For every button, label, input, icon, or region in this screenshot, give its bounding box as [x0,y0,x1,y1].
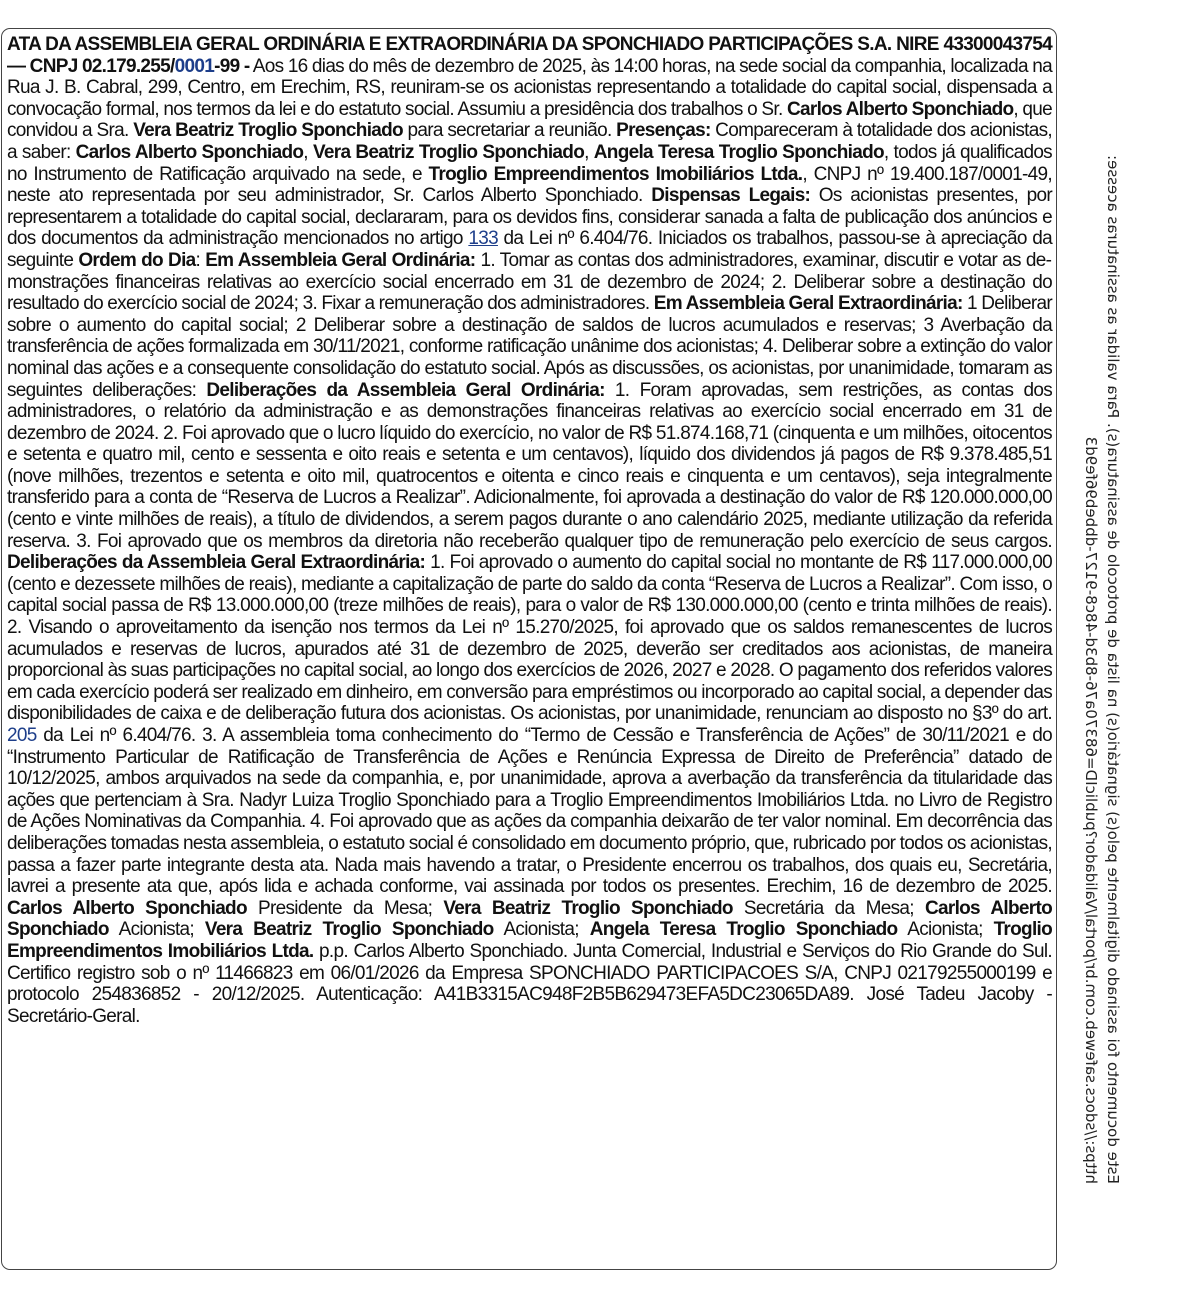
text-segment: da Lei nº 6.404/76. Iniciados os trabalhos, passou-se à apreciação da seguinte [7,228,1052,271]
text-segment: , que convidou a Sra. [7,98,1052,142]
text-segment: Acionista; [897,919,994,941]
notice-box [1,28,1057,1270]
article-205-link[interactable]: 205 [7,725,37,746]
name-shareholder: Angela Teresa Troglio Sponchiado [593,141,884,163]
text-segment: 1 Deliberar sobre o aumento do capital social; 2 Deliberar sobre a destinação de saldos de lucros acumulados e reservas; 3 Averbação da transferência de ações formalizada em 30/11/2021, conforme ratificação unânime dos acionistas; 4. Deliberar sobre a extinção do valor nominal das ações e a consequente consolidação do estatuto social. Após as discussões, os acionistas, por unanimidade, tomaram as seguintes deliberações: [7,293,1052,401]
validation-text: Este documento foi assinado digitalmente pelo(s) signatário(s) na lista de protocolo de assinatura(s). Para validar as assinaturas acesse: [1104,155,1122,1184]
section-heading: Deliberações da Assembleia Geral Ordinária: [206,379,605,401]
signature-name: Vera Beatriz Troglio Sponchiado [443,897,733,919]
signature-name: Carlos Alberto Sponchiado [7,897,1052,941]
section-heading: Em Assembleia Geral Extraordinária: [653,293,963,315]
text-segment: : [195,249,206,271]
text-segment: p.p. Carlos Alberto Sponchiado. Junta Comercial, Industrial e Serviços do Rio Grande do Sul. Certifico registro sob o nº 11466823 em 06/01/2026 da Empresa SPONCHIADO PARTICIPACOES S/A, CNPJ 02179255000199 e protocolo 254836852 - 20/12/2025. Autenticação: A41B3315AC948F2B5B629473EFA5DC23065DA89. José Tadeu Jacoby - Secretário-Geral. [7,940,1052,1027]
notice-title-end: -99 - [214,55,250,77]
text-segment: 1. Tomar as contas dos administradores, examinar, discutir e votar as demonstrações financeiras relativas ao exercício social encerrado em 31 de dezembro de 2024; 2. Deliberar sobre a destinação do resultado do exercício social de 2024; 3. Fixar a remuneração dos administradores. [7,249,1052,315]
signature-validation-note [1060,24,1124,1184]
signature-name: Vera Beatriz Troglio Sponchiado [204,919,494,941]
name-shareholder: Vera Beatriz Troglio Sponchiado [312,141,585,163]
text-segment: Aos 16 dias do mês de dezembro de 2025, às 14:00 horas, na sede social da companhia, localizada na Rua J. B. Cabral, 299, Centro, em Erechim, RS, reuniram-se os acionistas representando a totalidade do capital social, dispensada a convocação formal, nos termos da lei e do estatuto social. Assumiu a presidência dos trabalhos o Sr. [7,55,1052,120]
validation-url[interactable]: https://sdocs.safeweb.com.br/portal/Validador?publicID=68370a76-8b3d-48c8-9127-dbbeb96fe9d3 [1082,436,1100,1184]
text-segment: , [584,141,594,163]
name-company: Troglio Empreendimentos Imobiliários Ltda. [428,163,803,185]
signature-name: Carlos Alberto Sponchiado [7,897,247,919]
section-heading: Deliberações da Assembleia Geral Extraordinária: [7,552,426,574]
signature-name: Angela Teresa Troglio Sponchiado [589,919,898,941]
section-heading: Dispensas Legais: [651,185,811,207]
name-secretary: Vera Beatriz Troglio Sponchiado [133,120,403,142]
notice-title: ATA DA ASSEMBLEIA GERAL ORDINÁRIA E EXTRAORDINÁRIA DA SPONCHIADO PARTICIPAÇÕES S.A. NIRE 43300043754 — CNPJ 02.179.255/ [7,34,1052,77]
notice-text [7,34,1052,1027]
text-segment: , todos já qualificados no Instrumento de Ratificação arquivado na sede, e [7,141,1052,185]
text-segment: da Lei nº 6.404/76. 3. A assembleia toma conhecimento do “Termo de Cessão e Transferência de Ações” de 30/11/2021 e do “Instrumento Particular de Ratificação de Transferência de Ações e Renúncia Expressa de Direito de Preferência” datado de 10/12/2025, ambos arquivados na sede da companhia, e, por unanimidade, aprova a averbação da transferência da titularidade das ações que pertenciam à Sra. Nadyr Luiza Troglio Sponchiado para a Troglio Empreendimentos Imobiliários Ltda. no Livro de Registro de Ações Nominativas da Companhia. 4. Foi aprovado que as ações da companhia deixarão de ter valor nominal. Em decorrência das deliberações tomadas nesta assembleia, o estatuto social é consolidado em documento próprio, que, rubricado por todos os acionistas, passa a fazer parte integrante desta ata. Nada mais havendo a tratar, o Presidente encerrou os trabalhos, dos quais eu, Secretária, lavrei a presente ata que, após lida e achada conforme, vai assinada por todos os presentes. Erechim, 16 de dezembro de 2025. [7,725,1052,898]
section-heading: Ordem do Dia [78,249,196,271]
text-segment: 1. Foi aprovado o aumento do capital social no montante de R$ 117.000.000,00 (cento e dezessete milhões de reais), mediante a capitalização de parte do saldo da conta “Reserva de Lucros a Realizar”. Com isso, o capital social passa de R$ 13.000.000,00 (treze milhões de reais), para o valor de R$ 130.000.000,00 (cento e trinta milhões de reais). 2. Visando o aproveitamento da isenção nos termos da Lei nº 15.270/2025, foi aprovado que os saldos remanescentes de lucros acumulados e reservas de lucros, apurados até 31 de dezembro de 2025, deverão ser creditados aos acionistas, de maneira proporcional às suas participações no capital social, ao longo dos exercícios de 2026, 2027 e 2028. O pagamento dos referidos valores em cada exercício poderá ser realizado em dinheiro, em conversão para empréstimos ou incorporado ao capital social, a depender das disponibilidades de caixa e de deliberação futura dos acionistas. Os acionistas, por unanimidade, renunciam ao disposto no §3º do art. [7,552,1052,725]
name-shareholder: Carlos Alberto Sponchiado [75,141,304,163]
name-president: Carlos Alberto Sponchiado [786,98,1014,120]
article-133-link[interactable]: 133 [468,228,498,250]
text-segment: Os acionistas presentes, por representarem a totalidade do capital social, declararam, para os devidos fins, considerar sanada a falta de publicação dos anúncios e dos documentos da administração mencionados no artigo [7,185,1053,250]
section-heading: Em Assembleia Geral Ordinária: [205,249,476,271]
text-segment: , CNPJ nº 19.400.187/0001-49, neste ato representada por seu administrador, Sr. Carlos Alberto Sponchiado. [7,163,1052,207]
section-heading: Presenças: [616,120,711,142]
cnpj-link[interactable]: 0001 [174,55,215,77]
text-segment: Compareceram à totalidade dos acionistas, a saber: [7,120,1052,163]
text-segment: , [303,141,313,163]
text-segment: 1. Foram aprovadas, sem restrições, as contas dos administradores, o relatório da administração e as demonstrações financeiras relativas ao exercício social encerrado em 31 de dezembro de 2024. 2. Foi aprovado que o lucro líquido do exercício, no valor de R$ 51.874.168,71 (cinquenta e um milhões, oitocentos e setenta e quatro mil, cento e sessenta e oito reais e setenta e um centavos), líquido dos dividendos já pagos de R$ 9.378.485,51 (nove milhões, trezentos e setenta e oito mil, quatrocentos e oitenta e cinco reais e cinquenta e um centavos), seja integralmente transferido para a conta de “Reserva de Lucros a Realizar”. Adicionalmente, foi aprovada a destinação do valor de R$ 120.000.000,00 (cento e vinte milhões de reais), a título de dividendos, a serem pagos durante o ano calendário 2025, mediante utilização da referida reserva. 3. Foi aprovado que os membros da diretoria não receberão qualquer tipo de remuneração pelo exercício de seus cargos. [7,379,1053,552]
text-segment: Presidente da Mesa; [246,897,444,919]
signature-name: Troglio Empreendimentos Imobiliários Ltda. [7,919,1053,962]
text-segment: para secretariar a reunião. [402,120,617,142]
text-segment: Secretária da Mesa; [732,897,925,919]
text-segment: Acionista; [108,919,205,941]
text-segment: Acionista; [493,919,590,941]
